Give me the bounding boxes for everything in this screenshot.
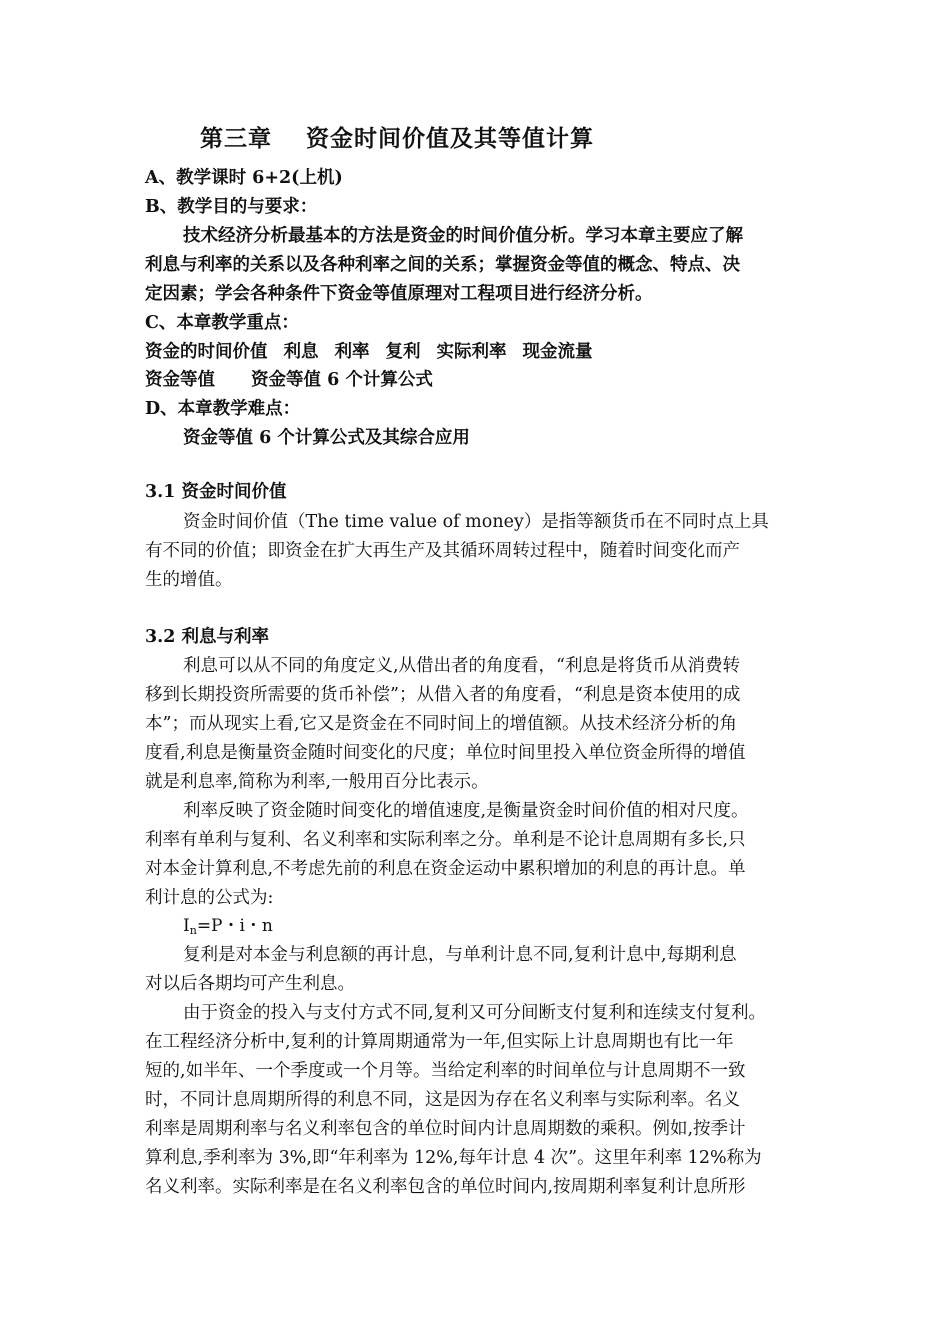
key-point: 现金流量 xyxy=(522,342,593,362)
s32-p1-line: 度看,利息是衡量资金随时间变化的尺度；单位时间里投入单位资金所得的增值 xyxy=(145,743,746,763)
key-point: 复利 xyxy=(385,342,421,362)
s32-p4-line: 时，不同计息周期所得的利息不同，这是因为存在名义利率与实际利率。名义 xyxy=(145,1090,740,1110)
s32-p1-line: 移到长期投资所需要的货币补偿”；从借入者的角度看，“利息是资本使用的成 xyxy=(145,685,741,705)
section-3-1-heading: 3.1 资金时间价值 xyxy=(145,482,287,502)
s32-p4-line: 由于资金的投入与支付方式不同,复利又可分间断支付复利和连续支付复利。 xyxy=(183,1003,767,1023)
key-points-heading: C、本章教学重点： xyxy=(145,313,299,333)
teaching-goals-heading: B、教学目的与要求： xyxy=(145,197,318,217)
s32-p2-line: 利率反映了资金随时间变化的增值速度,是衡量资金时间价值的相对尺度。 xyxy=(183,801,749,821)
s32-p1-line: 就是利息率,简称为利率,一般用百分比表示。 xyxy=(145,772,489,792)
key-point: 资金等值 6 个计算公式 xyxy=(251,370,433,390)
section-3-2-heading: 3.2 利息与利率 xyxy=(145,627,270,647)
s32-p4-line: 利率是周期利率与名义利率包含的单位时间内计息周期数的乘积。例如,按季计 xyxy=(145,1119,746,1139)
chapter-number: 第三章 xyxy=(200,125,272,152)
difficulties-heading: D、本章教学难点： xyxy=(145,399,301,419)
s32-p4-line: 在工程经济分析中,复利的计算周期通常为一年,但实际上计息周期也有比一年 xyxy=(145,1032,734,1052)
s32-p1-line: 本”；而从现实上看,它又是资金在不同时间上的增值额。从技术经济分析的角 xyxy=(145,714,738,734)
simple-interest-formula: $I_n=P$・i・n xyxy=(183,916,273,937)
key-point: 资金等值 xyxy=(145,370,215,390)
s32-p3-line: 复利是对本金与利息额的再计息，与单利计息不同,复利计息中,每期利息 xyxy=(183,945,737,965)
s31-line-3: 生的增值。 xyxy=(145,570,233,590)
s32-p4-line: 名义利率。实际利率是在名义利率包含的单位时间内,按周期利率复利计息所形 xyxy=(145,1177,746,1197)
s32-p3-line: 对以后各期均可产生利息。 xyxy=(145,974,355,994)
key-point: 利率 xyxy=(334,342,370,362)
s32-p2-line: 利率有单利与复利、名义利率和实际利率之分。单利是不论计息周期有多长,只 xyxy=(145,830,746,850)
s32-p2-line: 对本金计算利息,不考虑先前的利息在资金运动中累积增加的利息的再计息。单 xyxy=(145,859,746,879)
teaching-hours: A、教学课时 6+2(上机) xyxy=(145,168,343,188)
s32-p4-line: 短的,如半年、一个季度或一个月等。当给定利率的时间单位与计息周期不一致 xyxy=(145,1061,746,1081)
s31-line-1: 资金时间价值（The time value of money）是指等额货币在不同时点上具 xyxy=(183,512,769,532)
key-point: 资金的时间价值 xyxy=(145,342,268,362)
key-points-row-2 xyxy=(145,366,433,394)
s32-p1-line: 利息可以从不同的角度定义,从借出者的角度看，“利息是将货币从消费转 xyxy=(183,656,741,676)
goals-line-2: 利息与利率的关系以及各种利率之间的关系；掌握资金等值的概念、特点、决 xyxy=(145,255,740,275)
chapter-title xyxy=(200,120,594,153)
s31-line-2: 有不同的价值；即资金在扩大再生产及其循环周转过程中，随着时间变化而产 xyxy=(145,541,740,561)
key-points-row-1 xyxy=(145,338,593,366)
goals-line-3: 定因素；学会各种条件下资金等值原理对工程项目进行经济分析。 xyxy=(145,284,653,304)
s32-p2-line: 利计息的公式为: xyxy=(145,888,274,908)
s32-p4-line: 算利息,季利率为 3%,即“年利率为 12%,每年计息 4 次”。这里年利率 12%称为 xyxy=(145,1148,762,1168)
key-point: 利息 xyxy=(283,342,319,362)
key-point: 实际利率 xyxy=(436,342,507,362)
difficulty-item: 资金等值 6 个计算公式及其综合应用 xyxy=(183,428,470,448)
chapter-name: 资金时间价值及其等值计算 xyxy=(306,125,594,152)
goals-line-1: 技术经济分析最基本的方法是资金的时间价值分析。学习本章主要应了解 xyxy=(183,226,743,246)
